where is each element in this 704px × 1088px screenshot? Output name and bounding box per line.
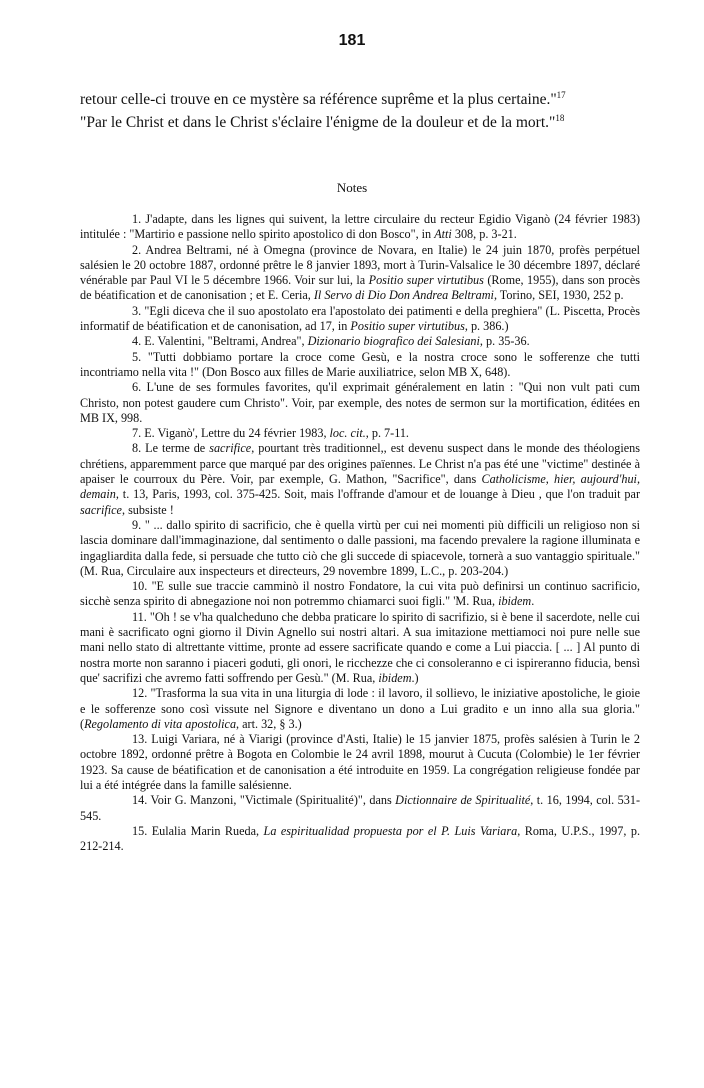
footnote-ref-18: 18 <box>555 113 565 124</box>
footnote-13: 13. Luigi Variara, né à Viarigi (province d'Asti, Italie) le 15 janvier 1875, profès salésien à Turin le 2 octobre 1892, ordonné prêtre à Bogota en Colombie le 24 avril 1898, mourut à Cucuta (Colombie) le 1er février 1923. Sa cause de béatification et de canonisation a été introduite en 1959. La congrégation religieuse fondée par lui a été intégrée dans la famille salésienne. <box>80 732 640 792</box>
page-number: 181 <box>338 32 366 49</box>
footnote-14: 14. Voir G. Manzoni, "Victimale (Spiritualité)", dans Dictionnaire de Spiritualité, t. 16, 1994, col. 531-545. <box>80 793 640 823</box>
notes-heading: Notes <box>336 180 368 195</box>
footnote-4: 4. E. Valentini, "Beltrami, Andrea", Dizionario biografico dei Salesiani, p. 35-36. <box>132 334 530 349</box>
footnote-1: 1. J'adapte, dans les lignes qui suivent, la lettre circulaire du recteur Egidio Viganò (24 février 1983) intitulée : "Martirio e passione nello spirito apostolico di don Bosco", in Atti 308, p. 3-21. <box>80 212 640 242</box>
footnote-8: 8. Le terme de sacrifice, pourtant très traditionnel,, est devenu suspect dans le monde des théologiens chrétiens, apparemment parce que marqué par des origines païennes. Le Christ n'a pas été une "victime" destinée à apaiser le courroux du Père. Voir, par exemple, G. Mathon, "Sacrifice", dans Catholicisme, hier, aujourd'hui, demain, t. 13, Paris, 1993, col. 375-425. Soit, mais l'offrande d'amour et de louange à Dieu , que l'on traduit par sacrifice, subsiste ! <box>80 441 640 517</box>
footnote-2: 2. Andrea Beltrami, né à Omegna (province de Novara, en Italie) le 24 juin 1870, profès perpétuel salésien le 20 octobre 1887, ordonné prêtre le 8 janvier 1893, mort à Turin-Valsalice le 30 décembre 1897, déclaré vénérable par Paul VI le 5 décembre 1966. Voir sur lui, la Positio super virtutibus (Rome, 1955), dans son procès de béatification et de canonisation ; et E. Ceria, Il Servo di Dio Don Andrea Beltrami, Torino, SEI, 1930, 252 p. <box>80 242 640 303</box>
intro-line-2: "Par le Christ et dans le Christ s'éclaire l'énigme de la douleur et de la mort."$^{18}$ <box>80 113 565 132</box>
footnote-12: 12. "Trasforma la sua vita in una liturgia di lode : il lavoro, il sollievo, le iniziative apostoliche, le gioie e le sofferenze sono così vissute nel Signore e diventano un dono a Lui gradito e un inno alla sua gloria." (Regolamento di vita apostolica, art. 32, § 3.) <box>80 686 640 731</box>
footnote-ref-17: 17 <box>556 90 566 100</box>
footnote-11: 11. "Oh ! se v'ha qualcheduno che debba praticare lo spirito di sacrifizio, si è bene il sacerdote, nelle cui mani è sacrificato ogni giorno il Divin Agnello sui nostri altari. A sua imitazione mettiamoci noi pure nelle sue mani nello stato di altrettante vittime, pronte ad essere sacrificate quando e come a Lui piaccia. [ ... ] Al punto di nostra morte non saranno i piaceri goduti, gli onori, le ricchezze che ci consoleranno e ci ispireranno fiducia, bensì que' sacrifizi che avremo fatti soffrendo per Gesù." (M. Rua, ibidem.) <box>80 609 640 685</box>
footnote-6: 6. L'une de ses formules favorites, qu'il exprimait généralement en latin : "Qui non vult pati cum Christo, non potest gaudere cum Christo". Voir, par exemple, des notes de sermon sur la mortification, éditées en MB IX, 998. <box>80 380 640 425</box>
footnote-9: 9. " ... dallo spirito di sacrificio, che è quella virtù per cui nei momenti più difficili un religioso non si lascia dominare dall'immaginazione, dal sentimento o dalle passioni, ma facendo prevalere la ragione illuminata e ingagliardita dalla fede, si persuade che tutto ciò che gli succede di spiacevole, tornerà a suo vantaggio spirituale."(M. Rua, Circulaire aux inspecteurs et directeurs, 29 novembre 1899, L.C., p. 203-204.) <box>80 517 640 578</box>
footnote-7: 7. E. Viganò', Lettre du 24 février 1983, loc. cit., p. 7-11. <box>132 426 409 441</box>
footnote-3: 3. "Egli diceva che il suo apostolato era l'apostolato dei patimenti e della preghiera" (L. Piscetta, Procès informatif de béatification et de canonisation, ad 17, in Positio super virtutibus, p. 386.) <box>80 303 640 334</box>
footnote-15: 15. Eulalia Marin Rueda, La espiritualidad propuesta por el P. Luis Variara, Roma, U.P.S., 1997, p. 212-214. <box>80 823 640 854</box>
intro-paragraph <box>80 86 640 132</box>
footnote-5: 5. "Tutti dobbiamo portare la croce come Gesù, e la nostra croce sono le sofferenze che tutti incontriamo nella vita !" (Don Bosco aux filles de Marie auxiliatrice, selon MB X, 648). <box>80 349 640 379</box>
notes-list <box>80 212 640 854</box>
footnote-10: 10. "E sulle sue traccie camminò il nostro Fondatore, la cui vita può definirsi un continuo sacrificio, sicchè senza spirito di abnegazione noi non potremmo chiamarci suoi figli." 'M. Rua, ibidem. <box>80 579 640 609</box>
intro-line-1: retour celle-ci trouve en ce mystère sa référence suprême et la plus certaine."$^{17}$ <box>80 90 566 109</box>
